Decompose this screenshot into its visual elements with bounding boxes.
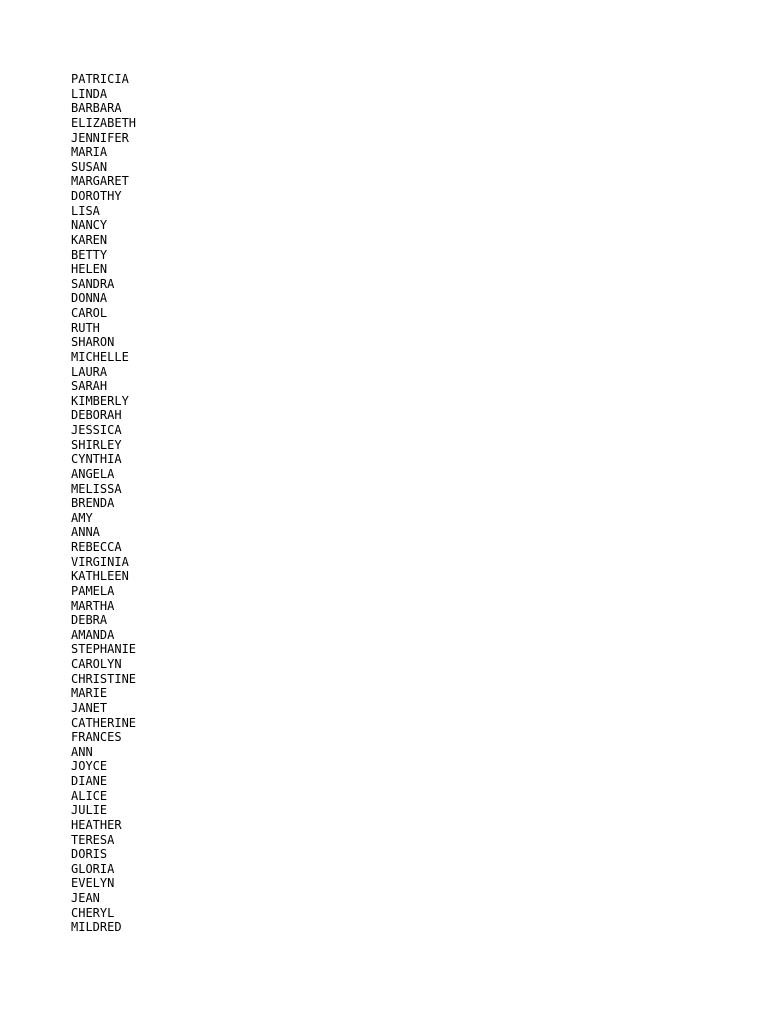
list-item: JESSICA [71,423,122,437]
list-item: MARGARET [71,174,129,189]
list-item: LINDA [71,86,108,101]
list-item: AMANDA [71,627,115,642]
list-item: SANDRA [71,276,115,291]
list-item: CATHERINE [71,715,137,730]
list-item: BARBARA [71,101,122,116]
list-item: CAROLYN [71,657,122,671]
list-item: BETTY [71,247,108,262]
list-item: JENNIFER [71,130,129,145]
list-item: MELISSA [71,481,122,496]
list-item: SHIRLEY [71,437,122,452]
list-item: LISA [71,203,100,218]
list-item: SHARON [71,335,115,350]
list-item: MARIE [71,686,108,701]
list-item: JANET [71,700,108,715]
name-list [71,72,136,935]
list-item: HELEN [71,262,108,277]
list-item: ELIZABETH [71,115,137,130]
list-item: CYNTHIA [71,452,122,467]
list-item: DIANE [71,774,108,788]
list-item: FRANCES [71,730,122,745]
list-item: CAROL [71,306,108,320]
list-item: DEBORAH [71,408,122,423]
list-item: MILDRED [71,920,122,935]
list-item: RUTH [71,320,100,335]
list-item: NANCY [71,218,108,233]
list-item: DONNA [71,291,108,306]
list-item: ANN [71,744,93,759]
list-item: CHERYL [71,905,115,920]
list-item: JOYCE [71,759,108,774]
list-item: STEPHANIE [71,642,137,657]
list-item: JEAN [71,891,100,905]
list-item: MARIA [71,145,108,160]
list-item: KIMBERLY [71,393,129,408]
list-item: CHRISTINE [71,671,137,686]
list-item: GLORIA [71,861,115,876]
list-item: DORIS [71,847,108,862]
list-item: AMY [71,510,93,525]
list-item: SARAH [71,379,108,394]
list-item: VIRGINIA [71,554,129,569]
list-item: MARTHA [71,598,115,613]
list-item: DEBRA [71,613,108,628]
list-item: EVELYN [71,876,115,891]
list-item: TERESA [71,832,115,847]
list-item: PAMELA [71,583,115,598]
list-item: PATRICIA [71,72,129,86]
list-item: MICHELLE [71,349,129,364]
list-item: SUSAN [71,159,108,174]
list-item: ANGELA [71,466,115,481]
list-item: ALICE [71,788,108,803]
list-item: REBECCA [71,540,122,554]
list-item: BRENDA [71,496,115,511]
list-item: KATHLEEN [71,569,129,584]
list-item: DOROTHY [71,189,122,203]
list-item: KAREN [71,232,108,247]
list-item: JULIE [71,803,108,818]
list-item: ANNA [71,525,100,540]
list-item: LAURA [71,364,108,379]
list-item: HEATHER [71,817,122,832]
